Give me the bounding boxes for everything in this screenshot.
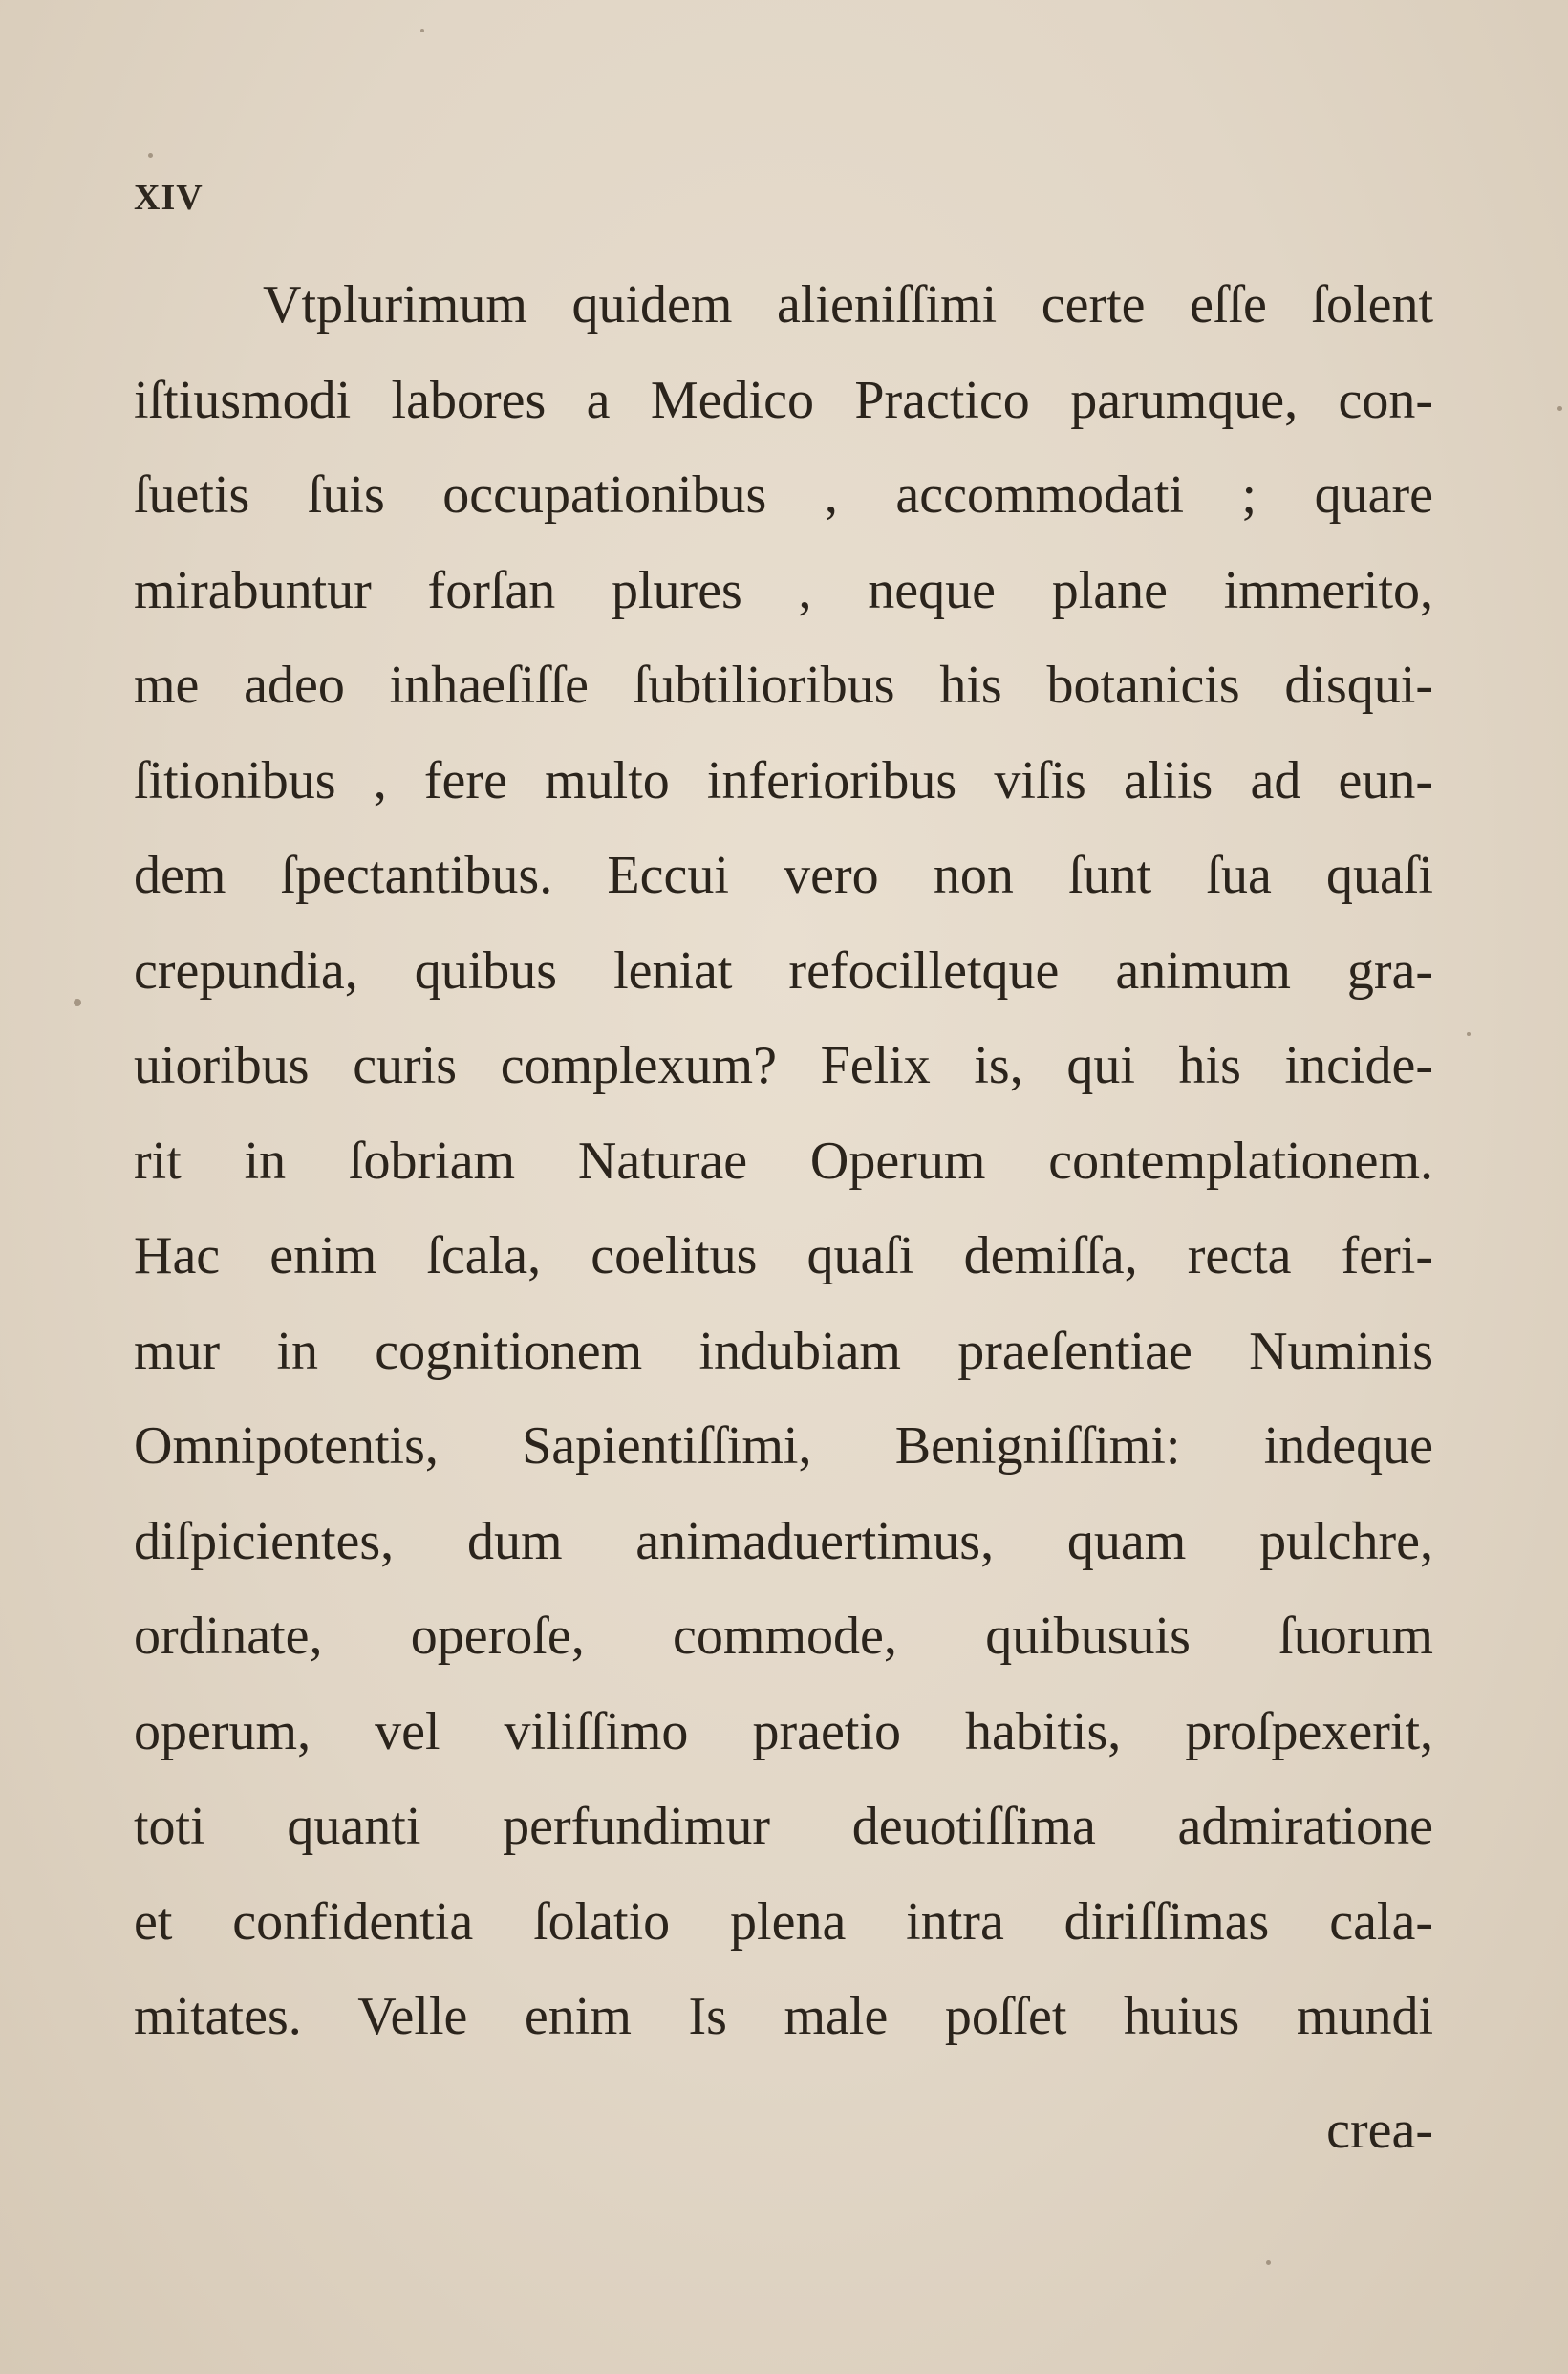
text-line: Omnipotentis, Sapientiſſimi, Benigniſſimi: indeque [134, 1416, 1433, 1476]
text-line: ordinate, operoſe, commode, quibusuis ſuorum [134, 1607, 1433, 1666]
text-line: Hac enim ſcala, coelitus quaſi demiſſa, recta feri- [134, 1226, 1433, 1285]
text-line: uioribus curis complexum? Felix is, qui his incide- [134, 1036, 1433, 1095]
text-line: mirabuntur forſan plures , neque plane immerito, [134, 560, 1433, 620]
text-line: et confidentia ſolatio plena intra diriſſimas cala- [134, 1891, 1433, 1952]
page-number: XIV [134, 178, 204, 218]
text-line: mitates. Velle enim Is male poſſet huius mundi [134, 1987, 1433, 2046]
text-line: diſpicientes, dum animaduertimus, quam pulchre, [134, 1511, 1433, 1571]
paper-speck [1557, 406, 1562, 411]
text-line: dem ſpectantibus. Eccui vero non ſunt ſua quaſi [134, 846, 1433, 905]
paper-speck [1467, 1032, 1471, 1036]
text-line: ſitionibus , fere multo inferioribus viſis aliis ad eun- [134, 750, 1433, 810]
paper-speck [1266, 2260, 1271, 2265]
paper-speck [148, 153, 153, 158]
text-line: ſuetis ſuis occupationibus , accommodati ; quare [134, 465, 1433, 525]
paper-speck [74, 999, 81, 1006]
text-line: rit in ſobriam Naturae Operum contemplationem. [134, 1131, 1433, 1191]
paper-speck [420, 29, 424, 32]
text-line: Vtplurimum quidem alieniſſimi certe eſſe ſolent [263, 275, 1433, 335]
text-line: operum, vel viliſſimo praetio habitis, proſpexerit, [134, 1701, 1433, 1761]
text-line: iſtiusmodi labores a Medico Practico parumque, con- [134, 370, 1433, 430]
text-line: me adeo inhaeſiſſe ſubtilioribus his botanicis disqui- [134, 656, 1433, 715]
body-text [134, 258, 1433, 2065]
text-line: crepundia, quibus leniat refocilletque animum gra- [134, 940, 1433, 1001]
text-line: mur in cognitionem indubiam praeſentiae Numinis [134, 1321, 1433, 1381]
text-line: toti quanti perfundimur deuotiſſima admiratione [134, 1797, 1433, 1856]
catchword: crea- [1326, 2101, 1433, 2160]
